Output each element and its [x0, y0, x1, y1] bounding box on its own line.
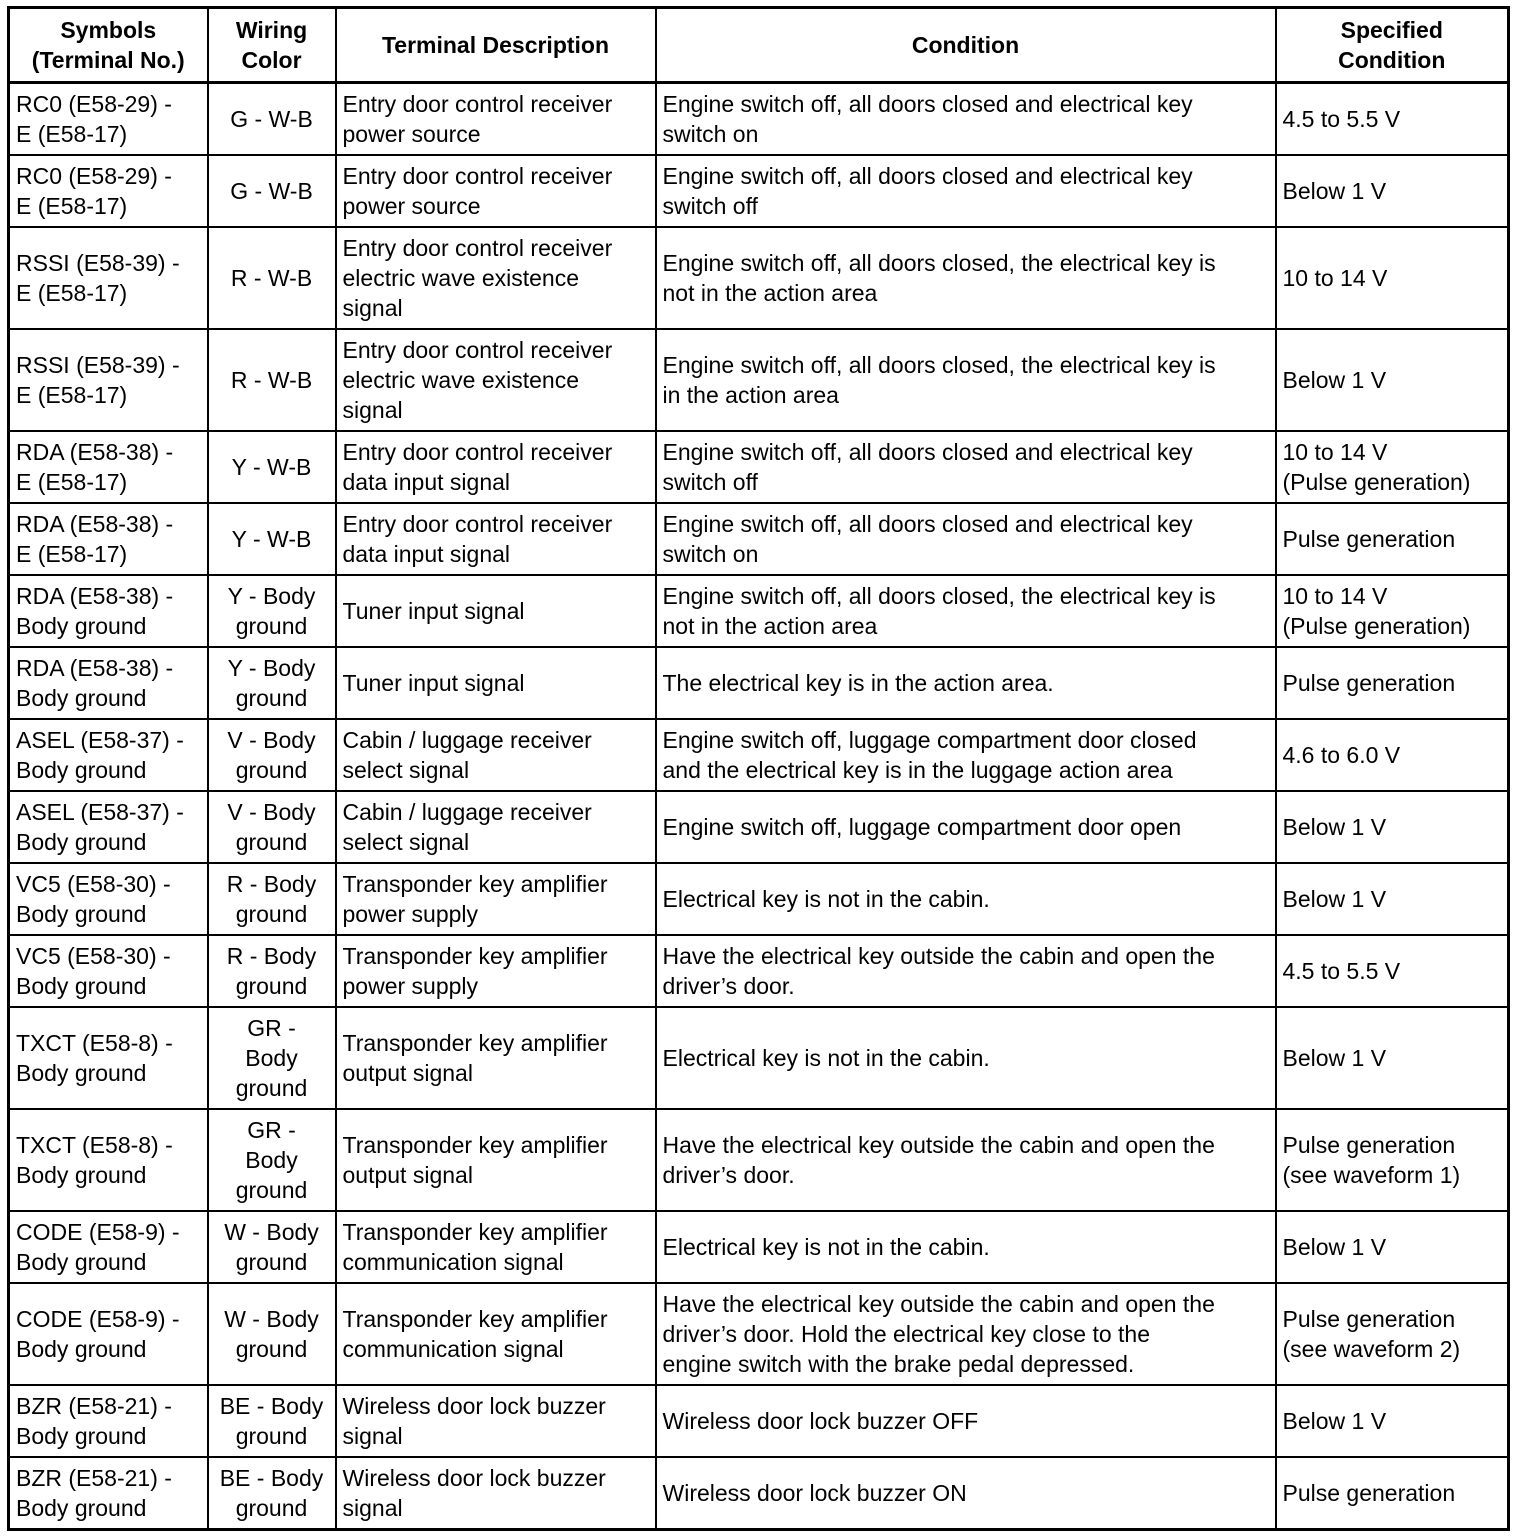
cell-description: Entry door control receiver electric wave existence signal: [336, 329, 656, 431]
table-row: [9, 155, 1509, 227]
table-row: [9, 431, 1509, 503]
cell-description: Cabin / luggage receiver select signal: [336, 791, 656, 863]
header-wiring-color: Wiring Color: [208, 8, 336, 83]
table-row: [9, 863, 1509, 935]
cell-description: Transponder key amplifier communication signal: [336, 1283, 656, 1385]
cell-condition: Wireless door lock buzzer OFF: [656, 1385, 1276, 1457]
cell-symbol: RC0 (E58-29) - E (E58-17): [9, 83, 208, 156]
cell-wiring-color: GR - Body ground: [208, 1109, 336, 1211]
cell-specified-condition: Below 1 V: [1276, 329, 1509, 431]
cell-description: Wireless door lock buzzer signal: [336, 1457, 656, 1530]
cell-symbol: RDA (E58-38) - Body ground: [9, 575, 208, 647]
terminal-spec-table: [7, 6, 1510, 1531]
cell-symbol: TXCT (E58-8) - Body ground: [9, 1007, 208, 1109]
cell-symbol: RSSI (E58-39) - E (E58-17): [9, 329, 208, 431]
cell-symbol: CODE (E58-9) - Body ground: [9, 1283, 208, 1385]
cell-description: Entry door control receiver data input signal: [336, 503, 656, 575]
cell-description: Entry door control receiver power source: [336, 155, 656, 227]
cell-symbol: RDA (E58-38) - Body ground: [9, 647, 208, 719]
cell-condition: Electrical key is not in the cabin.: [656, 1211, 1276, 1283]
cell-symbol: ASEL (E58-37) - Body ground: [9, 719, 208, 791]
cell-specified-condition: 10 to 14 V (Pulse generation): [1276, 575, 1509, 647]
cell-wiring-color: Y - W-B: [208, 503, 336, 575]
cell-description: Transponder key amplifier output signal: [336, 1109, 656, 1211]
cell-specified-condition: 4.5 to 5.5 V: [1276, 935, 1509, 1007]
table-header-row: [9, 8, 1509, 83]
cell-wiring-color: W - Body ground: [208, 1283, 336, 1385]
header-symbols: Symbols (Terminal No.): [9, 8, 208, 83]
cell-specified-condition: Pulse generation (see waveform 1): [1276, 1109, 1509, 1211]
cell-condition: Engine switch off, all doors closed and electrical key switch off: [656, 155, 1276, 227]
cell-wiring-color: Y - W-B: [208, 431, 336, 503]
cell-condition: Electrical key is not in the cabin.: [656, 1007, 1276, 1109]
cell-wiring-color: Y - Body ground: [208, 575, 336, 647]
cell-description: Tuner input signal: [336, 647, 656, 719]
cell-condition: Engine switch off, all doors closed and electrical key switch on: [656, 83, 1276, 156]
cell-condition: Engine switch off, all doors closed, the electrical key is in the action area: [656, 329, 1276, 431]
cell-symbol: RDA (E58-38) - E (E58-17): [9, 431, 208, 503]
cell-symbol: VC5 (E58-30) - Body ground: [9, 935, 208, 1007]
cell-wiring-color: V - Body ground: [208, 719, 336, 791]
cell-wiring-color: R - W-B: [208, 227, 336, 329]
cell-description: Entry door control receiver power source: [336, 83, 656, 156]
cell-specified-condition: 4.5 to 5.5 V: [1276, 83, 1509, 156]
cell-wiring-color: BE - Body ground: [208, 1457, 336, 1530]
cell-wiring-color: V - Body ground: [208, 791, 336, 863]
cell-specified-condition: Below 1 V: [1276, 155, 1509, 227]
cell-condition: Engine switch off, all doors closed and electrical key switch off: [656, 431, 1276, 503]
cell-specified-condition: 10 to 14 V: [1276, 227, 1509, 329]
table-row: [9, 1109, 1509, 1211]
cell-wiring-color: R - W-B: [208, 329, 336, 431]
cell-wiring-color: W - Body ground: [208, 1211, 336, 1283]
cell-specified-condition: Below 1 V: [1276, 1007, 1509, 1109]
cell-wiring-color: GR - Body ground: [208, 1007, 336, 1109]
cell-condition: Have the electrical key outside the cabin and open the driver’s door.: [656, 935, 1276, 1007]
cell-condition: Have the electrical key outside the cabin and open the driver’s door. Hold the electrical key close to the engine switch with the brake pedal depressed.: [656, 1283, 1276, 1385]
cell-specified-condition: Below 1 V: [1276, 1385, 1509, 1457]
table-row: [9, 1211, 1509, 1283]
cell-specified-condition: Pulse generation: [1276, 1457, 1509, 1530]
cell-condition: Electrical key is not in the cabin.: [656, 863, 1276, 935]
table-row: [9, 1457, 1509, 1530]
cell-wiring-color: Y - Body ground: [208, 647, 336, 719]
cell-condition: Engine switch off, luggage compartment door closed and the electrical key is in the luggage action area: [656, 719, 1276, 791]
cell-condition: The electrical key is in the action area.: [656, 647, 1276, 719]
cell-description: Transponder key amplifier output signal: [336, 1007, 656, 1109]
cell-description: Tuner input signal: [336, 575, 656, 647]
cell-specified-condition: Pulse generation: [1276, 503, 1509, 575]
cell-condition: Engine switch off, all doors closed and electrical key switch on: [656, 503, 1276, 575]
cell-symbol: RSSI (E58-39) - E (E58-17): [9, 227, 208, 329]
table-row: [9, 227, 1509, 329]
cell-specified-condition: Pulse generation (see waveform 2): [1276, 1283, 1509, 1385]
cell-symbol: ASEL (E58-37) - Body ground: [9, 791, 208, 863]
cell-specified-condition: Below 1 V: [1276, 791, 1509, 863]
table-row: [9, 329, 1509, 431]
cell-symbol: BZR (E58-21) - Body ground: [9, 1457, 208, 1530]
table-row: [9, 791, 1509, 863]
cell-symbol: VC5 (E58-30) - Body ground: [9, 863, 208, 935]
cell-description: Transponder key amplifier power supply: [336, 863, 656, 935]
header-condition: Condition: [656, 8, 1276, 83]
table-row: [9, 1385, 1509, 1457]
table-row: [9, 1007, 1509, 1109]
cell-wiring-color: R - Body ground: [208, 863, 336, 935]
cell-specified-condition: 4.6 to 6.0 V: [1276, 719, 1509, 791]
cell-condition: Engine switch off, luggage compartment door open: [656, 791, 1276, 863]
cell-description: Transponder key amplifier communication signal: [336, 1211, 656, 1283]
cell-wiring-color: G - W-B: [208, 83, 336, 156]
cell-description: Cabin / luggage receiver select signal: [336, 719, 656, 791]
cell-description: Entry door control receiver data input signal: [336, 431, 656, 503]
cell-condition: Have the electrical key outside the cabin and open the driver’s door.: [656, 1109, 1276, 1211]
cell-description: Transponder key amplifier power supply: [336, 935, 656, 1007]
cell-condition: Engine switch off, all doors closed, the electrical key is not in the action area: [656, 227, 1276, 329]
cell-specified-condition: Below 1 V: [1276, 863, 1509, 935]
table-row: [9, 83, 1509, 156]
table-row: [9, 575, 1509, 647]
table-row: [9, 503, 1509, 575]
cell-symbol: BZR (E58-21) - Body ground: [9, 1385, 208, 1457]
cell-wiring-color: R - Body ground: [208, 935, 336, 1007]
cell-description: Wireless door lock buzzer signal: [336, 1385, 656, 1457]
table-row: [9, 647, 1509, 719]
cell-specified-condition: Below 1 V: [1276, 1211, 1509, 1283]
cell-wiring-color: G - W-B: [208, 155, 336, 227]
cell-symbol: RC0 (E58-29) - E (E58-17): [9, 155, 208, 227]
table-row: [9, 1283, 1509, 1385]
cell-symbol: TXCT (E58-8) - Body ground: [9, 1109, 208, 1211]
cell-symbol: RDA (E58-38) - E (E58-17): [9, 503, 208, 575]
header-specified-condition: Specified Condition: [1276, 8, 1509, 83]
header-terminal-description: Terminal Description: [336, 8, 656, 83]
cell-symbol: CODE (E58-9) - Body ground: [9, 1211, 208, 1283]
table-row: [9, 935, 1509, 1007]
cell-condition: Engine switch off, all doors closed, the electrical key is not in the action area: [656, 575, 1276, 647]
cell-specified-condition: Pulse generation: [1276, 647, 1509, 719]
cell-specified-condition: 10 to 14 V (Pulse generation): [1276, 431, 1509, 503]
cell-condition: Wireless door lock buzzer ON: [656, 1457, 1276, 1530]
cell-description: Entry door control receiver electric wave existence signal: [336, 227, 656, 329]
table-row: [9, 719, 1509, 791]
cell-wiring-color: BE - Body ground: [208, 1385, 336, 1457]
